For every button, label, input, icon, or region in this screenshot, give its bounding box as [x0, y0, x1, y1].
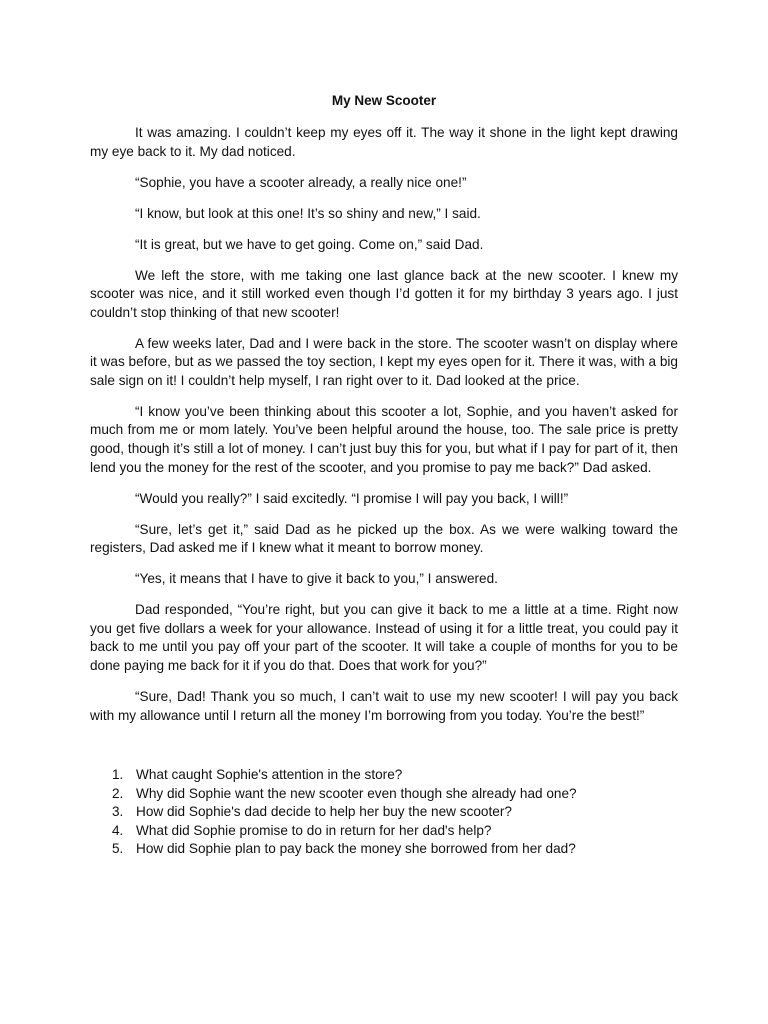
story-paragraph: “Sophie, you have a scooter already, a really nice one!” — [135, 174, 467, 190]
question-number: 4. — [112, 822, 124, 838]
question-text: How did Sophie's dad decide to help her buy the new scooter? — [136, 804, 512, 820]
question-text: How did Sophie plan to pay back the money she borrowed from her dad? — [136, 841, 576, 857]
question-number: 2. — [112, 785, 124, 801]
question-text: What caught Sophie's attention in the store? — [136, 767, 403, 782]
story-paragraph: Dad responded, “You’re right, but you can give it back to me a little at a time. Right now you get five dollars a week for your allowance. Instead of using it for a little treat, you could pay it back to me until you pay off your part of the scooter. It will take a couple of months for you to be done paying me back for it if you do that. Does that work for you?” — [90, 602, 678, 673]
story-paragraph: “Sure, Dad! Thank you so much, I can’t wait to use my new scooter! I will pay you back with my allowance until I return all the money I’m borrowing from you today. You’re the best!” — [90, 688, 678, 723]
story-paragraph: “I know, but look at this one! It’s so shiny and new,” I said. — [135, 205, 481, 221]
question-number: 5. — [112, 841, 124, 857]
question-item — [90, 822, 678, 841]
story-paragraph: “Yes, it means that I have to give it back to you,” I answered. — [135, 571, 498, 587]
question-item — [90, 840, 678, 859]
question-number: 3. — [112, 804, 124, 820]
question-number: 1. — [112, 767, 124, 782]
question-text: What did Sophie promise to do in return for her dad's help? — [136, 822, 492, 838]
story-paragraph: “It is great, but we have to get going. Come on,” said Dad. — [135, 236, 484, 252]
question-list — [90, 766, 678, 859]
story-paragraph: “Would you really?” I said excitedly. “I promise I will pay you back, I will!” — [135, 490, 569, 506]
document-title: My New Scooter — [331, 93, 437, 108]
question-item — [90, 785, 678, 804]
question-item — [90, 766, 678, 785]
story-paragraph: “Sure, let’s get it,” said Dad as he picked up the box. As we were walking toward the registers, Dad asked me if I knew what it meant to borrow money. — [90, 521, 678, 556]
story-paragraph: We left the store, with me taking one last glance back at the new scooter. I knew my scooter was nice, and it still worked even though I’d gotten it for my birthday 3 years ago. I just couldn’t stop thinking of that new scooter! — [90, 267, 678, 320]
question-text: Why did Sophie want the new scooter even though she already had one? — [136, 785, 577, 801]
question-item — [90, 803, 678, 822]
story-paragraph: “I know you’ve been thinking about this scooter a lot, Sophie, and you haven’t asked for much from me or mom lately. You’ve been helpful around the house, too. The sale price is pretty good, though it’s still a lot of money. I can’t just buy this for you, but what if I pay for part of it, then lend you the money for the rest of the scooter, and you promise to pay me back?” Dad asked. — [90, 403, 678, 475]
story-paragraph: A few weeks later, Dad and I were back in the store. The scooter wasn’t on display where it was before, but as we passed the toy section, I kept my eyes open for it. There it was, with a big sale sign on it! I couldn’t help myself, I ran right over to it. Dad looked at the price. — [90, 335, 678, 388]
story-body — [90, 124, 678, 738]
story-paragraph: It was amazing. I couldn’t keep my eyes off it. The way it shone in the light kept drawing my eye back to it. My dad noticed. — [90, 125, 678, 159]
